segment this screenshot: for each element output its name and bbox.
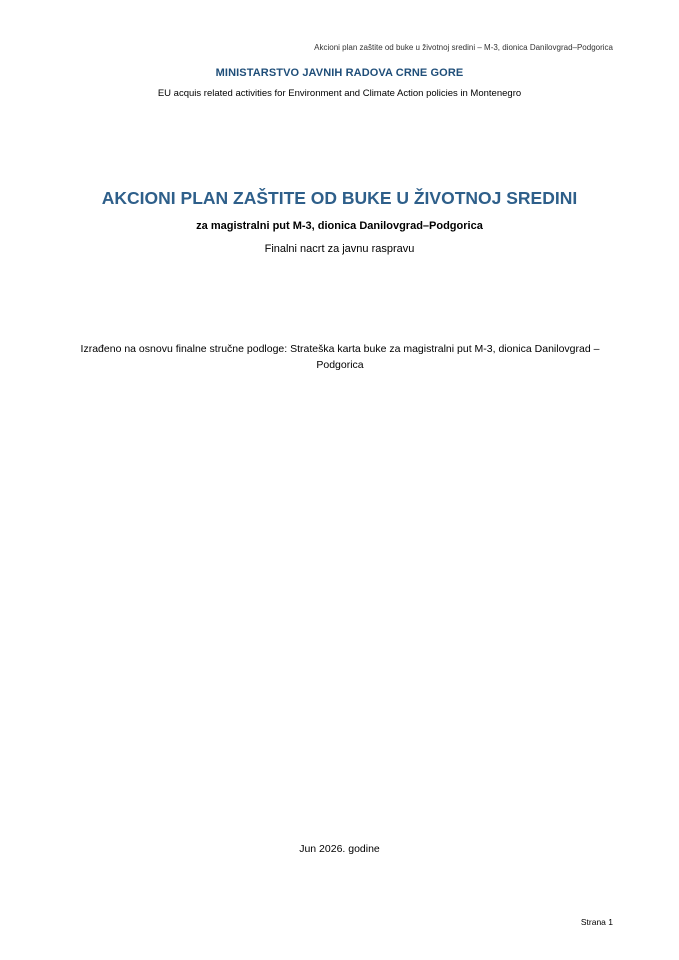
document-title: AKCIONI PLAN ZAŠTITE OD BUKE U ŽIVOTNOJ SREDINI [101, 188, 578, 208]
running-header: Akcioni plan zaštite od buke u životnoj sredini – M-3, dionica Danilovgrad–Podgorica [314, 43, 613, 52]
document-status: Finalni nacrt za javnu raspravu [264, 243, 415, 255]
ministry-name: MINISTARSTVO JAVNIH RADOVA CRNE GORE [215, 67, 464, 79]
page-number: Strana 1 [580, 917, 613, 927]
document-date: Jun 2026. godine [299, 843, 380, 855]
basis-statement: Izrađeno na osnovu finalne stručne podloge: Strateška karta buke za magistralni put M-3, dionica Danilovgrad – Podgorica [80, 343, 600, 371]
document-subtitle: za magistralni put M-3, dionica Danilovgrad–Podgorica [196, 220, 483, 232]
project-name: EU acquis related activities for Environment and Climate Action policies in Montenegro [157, 88, 522, 99]
